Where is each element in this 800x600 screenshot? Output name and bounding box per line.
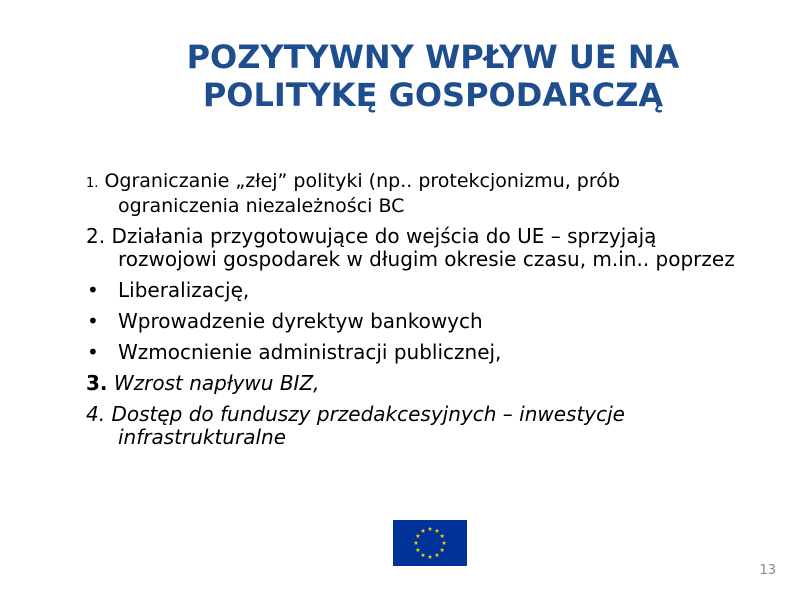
list-item-3-text: Wzrost napływu BIZ, <box>113 371 320 395</box>
bullet-item-2 <box>86 310 786 333</box>
list-item-4-number: 4. <box>86 402 106 426</box>
list-item-2-line-2: rozwojowi gospodarek w długim okresie czasu, m.in.. poprzez <box>118 247 735 271</box>
slide-title-line-1: POZYTYWNY WPŁYW UE NA <box>186 38 680 76</box>
slide-title <box>80 38 786 114</box>
bullet-item-2-text: Wprowadzenie dyrektyw bankowych <box>118 309 483 333</box>
list-item-1 <box>86 170 786 217</box>
bullet-item-3 <box>86 341 786 364</box>
list-item-2-number: 2. <box>86 224 106 248</box>
bullet-item-1-text: Liberalizację, <box>118 278 250 302</box>
list-item-4 <box>86 403 786 449</box>
list-item-1-number: 1. <box>86 176 99 191</box>
list-item-2-line-1: Działania przygotowujące do wejścia do UE – sprzyjają <box>111 224 657 248</box>
eu-flag-icon <box>393 520 467 566</box>
list-item-1-line-2: ograniczenia niezależności BC <box>118 195 405 217</box>
bullet-dot-icon: • <box>87 309 99 333</box>
list-item-4-line-2: infrastrukturalne <box>118 425 287 449</box>
bullet-item-1 <box>86 279 786 302</box>
page-number: 13 <box>759 563 776 578</box>
slide-title-line-2: POLITYKĘ GOSPODARCZĄ <box>202 76 664 114</box>
bullet-dot-icon: • <box>87 340 99 364</box>
slide-body <box>86 170 786 457</box>
list-item-3 <box>86 372 786 395</box>
list-item-1-line-1: Ograniczanie „złej” polityki (np.. protekcjonizmu, prób <box>104 170 620 192</box>
bullet-item-3-text: Wzmocnienie administracji publicznej, <box>118 340 502 364</box>
bullet-dot-icon: • <box>87 278 99 302</box>
list-item-3-number: 3. <box>86 371 108 395</box>
list-item-4-line-1: Dostęp do funduszy przedakcesyjnych – inwestycje <box>111 402 625 426</box>
list-item-2 <box>86 225 786 271</box>
